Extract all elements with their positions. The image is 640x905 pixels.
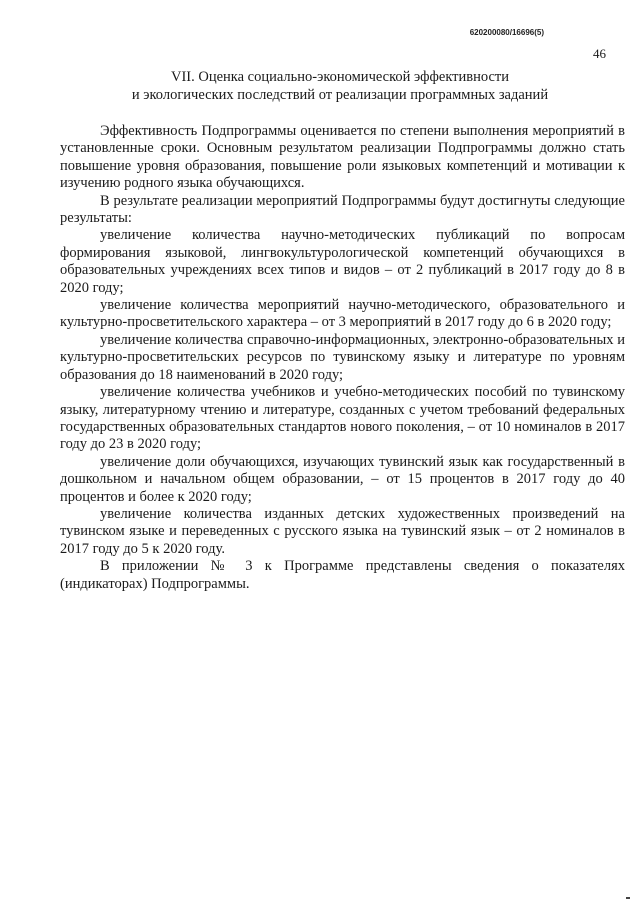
paragraph-intro: Эффективность Подпрограммы оценивается по степени выполнения мероприятий в установленные сроки. Основным результатом реализации Подпрограммы должно стать повышение уровня образования, повышение роли языковых компетенций и мотивации к изучению родного языка обучающихся.	[60, 123, 625, 192]
result-item-textbooks: увеличение количества учебников и учебно-методических пособий по тувинскому языку, литературному чтению и литературе, созданных с учетом требований федеральных государственных образовательных стандартов нового поколения, – от 10 номиналов в 2017 году до 23 в 2020 году;	[60, 384, 625, 453]
paragraph-appendix-reference: В приложении № 3 к Программе представлены сведения о показателях (индикаторах) Подпрограммы.	[60, 558, 625, 592]
result-item-events: увеличение количества мероприятий научно-методического, образовательного и культурно-просветительского характера – от 3 мероприятий в 2017 году до 6 в 2020 году;	[60, 297, 625, 331]
paragraph-results-lead: В результате реализации мероприятий Подпрограммы будут достигнуты следующие результаты:	[60, 192, 625, 227]
scan-mark	[626, 897, 630, 899]
page-number: 46	[593, 46, 606, 61]
section-title-line-2: и экологических последствий от реализации программных заданий	[131, 87, 549, 103]
section-title-line-1: VII. Оценка социально-экономической эффективности	[170, 69, 510, 85]
body-text	[60, 123, 625, 593]
result-item-student-share: увеличение доли обучающихся, изучающих тувинский язык как государственный в дошкольном и начальном общем образовании, – от 15 процентов в 2017 году до 40 процентов и более к 2020 году;	[60, 453, 625, 505]
section-heading	[60, 68, 620, 104]
result-item-childrens-books: увеличение количества изданных детских художественных произведений на тувинском языке и переведенных с русского языка на тувинский язык – от 2 номиналов в 2017 году до 5 к 2020 году.	[60, 505, 625, 557]
result-item-publications: увеличение количества научно-методических публикаций по вопросам формирования языковой, лингвокультурологической компетенций обучающихся в образовательных учреждениях всех типов и видов – от 2 публикаций в 2017 году до 8 в 2020 году;	[60, 227, 625, 296]
result-item-resources: увеличение количества справочно-информационных, электронно-образовательных и культурно-просветительских ресурсов по тувинскому языку и литературе по уровням образования до 18 наименований в 2020 году;	[60, 331, 625, 383]
document-code: 620200080/16696(5)	[469, 28, 544, 37]
